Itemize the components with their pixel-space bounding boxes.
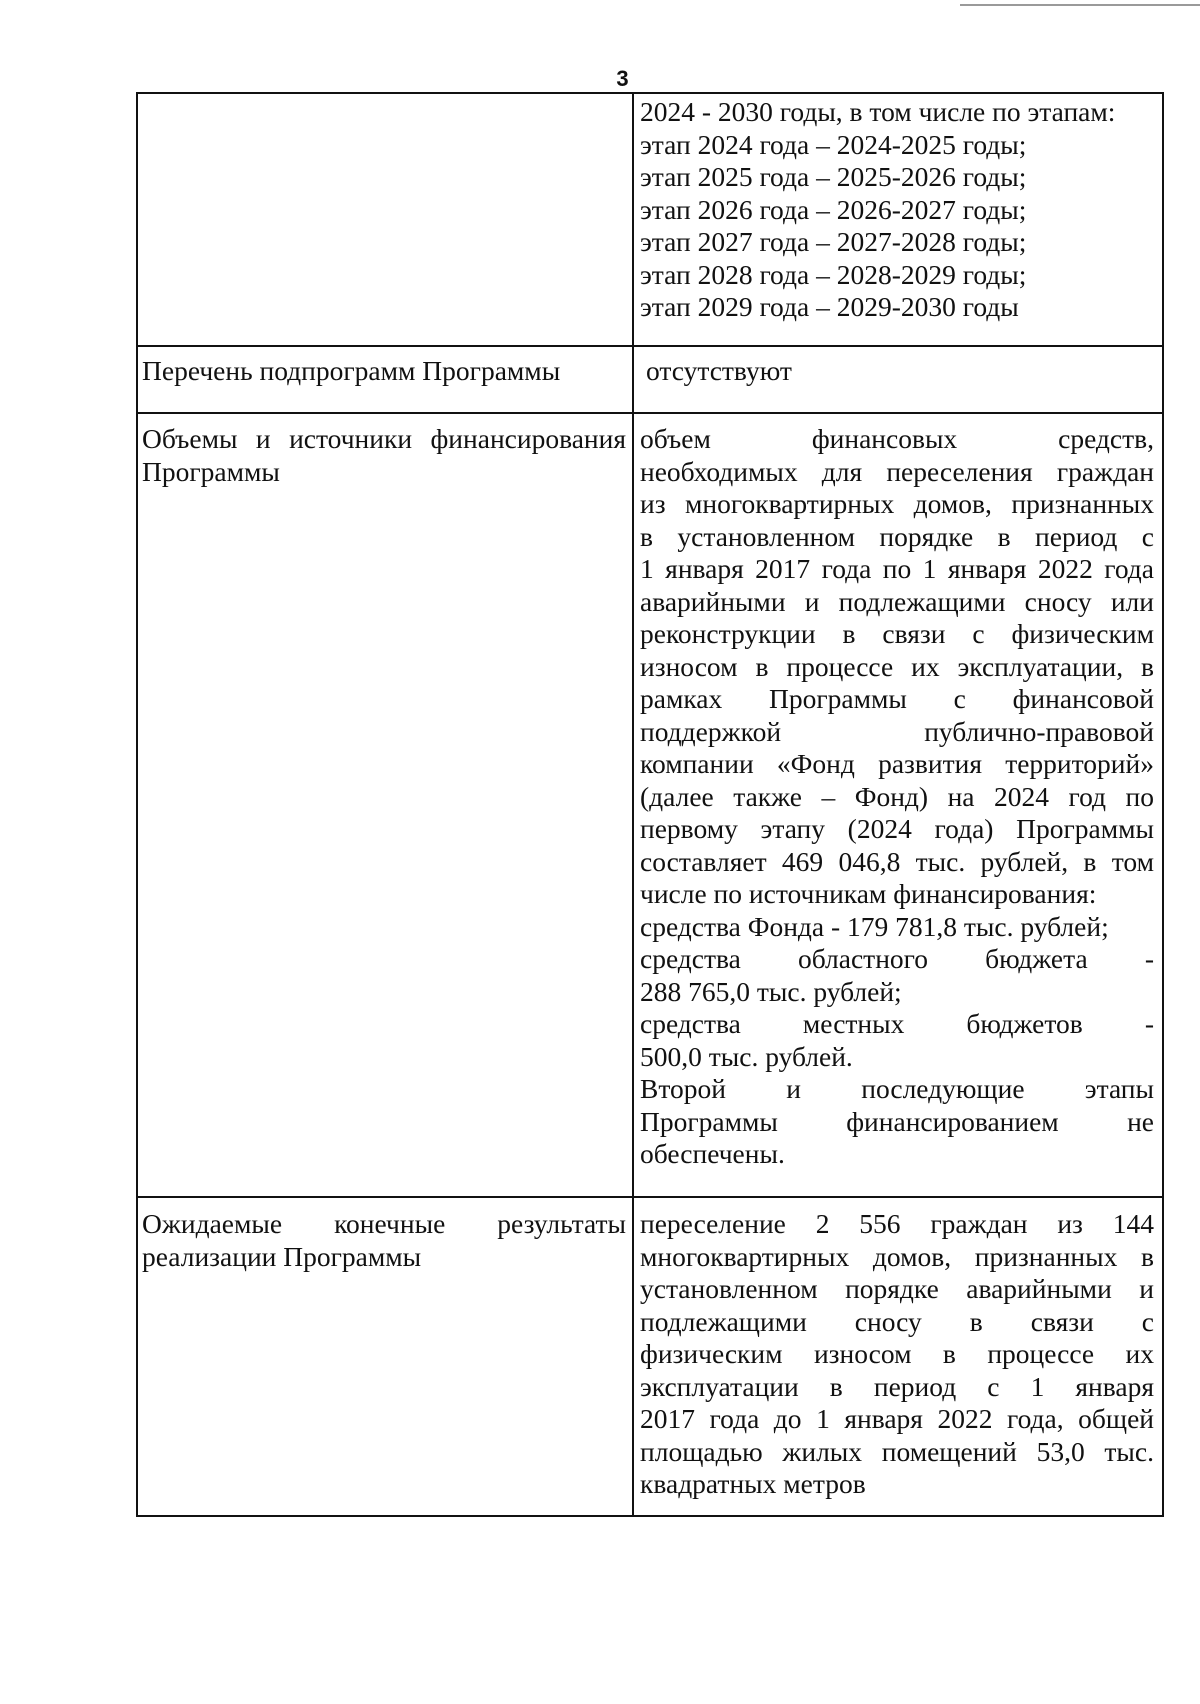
row-label-cell — [137, 413, 633, 1197]
text-line: средства Фонда - 179 781,8 тыс. рублей; — [640, 910, 1109, 942]
text-line: площадью жилых помещений 53,0 тыс. — [640, 1435, 1154, 1467]
text-line: Программы финансированием не — [640, 1105, 1154, 1137]
text-line: аварийными и подлежащими сносу или — [640, 585, 1154, 617]
text-line: в установленном порядке в период с — [640, 520, 1154, 552]
row-label-cell — [137, 346, 633, 413]
text-line: переселение 2 556 граждан из 144 — [640, 1208, 1154, 1239]
text-line: отсутствуют — [646, 355, 792, 386]
text-line: этап 2025 года – 2025-2026 годы; — [640, 161, 1027, 192]
text-line: средства местных бюджетов - — [640, 1008, 1154, 1039]
text-line: подлежащими сносу в связи с — [640, 1305, 1154, 1337]
row-label-cell — [137, 93, 633, 346]
table-row-implementation-stages — [137, 93, 1163, 346]
text-line: рамках Программы с финансовой — [640, 683, 1154, 714]
text-line: этап 2027 года – 2027-2028 годы; — [640, 226, 1027, 257]
text-line: Объемы и источники финансирования — [142, 423, 626, 454]
text-line: объем финансовых средств, — [640, 423, 1154, 454]
text-line: 2017 года до 1 января 2022 года, общей — [640, 1403, 1154, 1434]
text-line: эксплуатации в период с 1 января — [640, 1370, 1154, 1402]
text-line: многоквартирных домов, признанных в — [640, 1240, 1154, 1272]
page-number: 3 — [616, 66, 629, 91]
text-line: этап 2028 года – 2028-2029 годы; — [640, 258, 1027, 290]
text-line: Программы — [142, 455, 280, 487]
program-passport-table — [136, 92, 1164, 1517]
text-line: составляет 469 046,8 тыс. рублей, в том — [640, 845, 1154, 877]
text-line: этап 2029 года – 2029-2030 годы — [640, 291, 1019, 322]
table-row-expected-results — [137, 1197, 1163, 1516]
text-line: обеспечены. — [640, 1138, 785, 1169]
text-line: этап 2026 года – 2026-2027 годы; — [640, 193, 1027, 225]
row-label-cell — [137, 1197, 633, 1516]
text-line: 1 января 2017 года по 1 января 2022 года — [640, 553, 1154, 584]
text-line: Второй и последующие этапы — [640, 1073, 1154, 1104]
text-line: 500,0 тыс. рублей. — [640, 1040, 853, 1072]
text-line: из многоквартирных домов, признанных — [640, 488, 1154, 519]
text-line: компании «Фонд развития территорий» — [640, 748, 1154, 779]
table-row-subprograms — [137, 346, 1163, 413]
text-line: первому этапу (2024 года) Программы — [640, 813, 1154, 844]
text-line: реконструкции в связи с физическим — [640, 618, 1154, 649]
text-line: реализации Программы — [142, 1240, 422, 1272]
row-value-cell — [633, 413, 1163, 1197]
table-row-funding — [137, 413, 1163, 1197]
text-line: этап 2024 года – 2024-2025 годы; — [640, 128, 1027, 160]
text-line: необходимых для переселения граждан — [640, 455, 1154, 487]
text-line: физическим износом в процессе их — [640, 1338, 1154, 1369]
text-line: числе по источникам финансирования: — [640, 878, 1097, 909]
text-line: 2024 - 2030 годы, в том числе по этапам: — [640, 96, 1116, 127]
text-line: 288 765,0 тыс. рублей; — [640, 975, 902, 1007]
text-line: квадратных метров — [640, 1468, 866, 1499]
scan-artifact-line — [960, 4, 1200, 6]
text-line: износом в процессе их эксплуатации, в — [640, 650, 1154, 682]
text-line: средства областного бюджета - — [640, 943, 1154, 974]
text-line: Перечень подпрограмм Программы — [142, 355, 561, 386]
text-line: поддержкой публично-правовой — [640, 715, 1154, 747]
text-line: установленном порядке аварийными и — [640, 1273, 1154, 1304]
text-line: (далее также – Фонд) на 2024 год по — [640, 780, 1154, 812]
row-value-cell — [633, 93, 1163, 346]
text-line: Ожидаемые конечные результаты — [142, 1208, 626, 1239]
row-value-cell — [633, 346, 1163, 413]
row-value-cell — [633, 1197, 1163, 1516]
